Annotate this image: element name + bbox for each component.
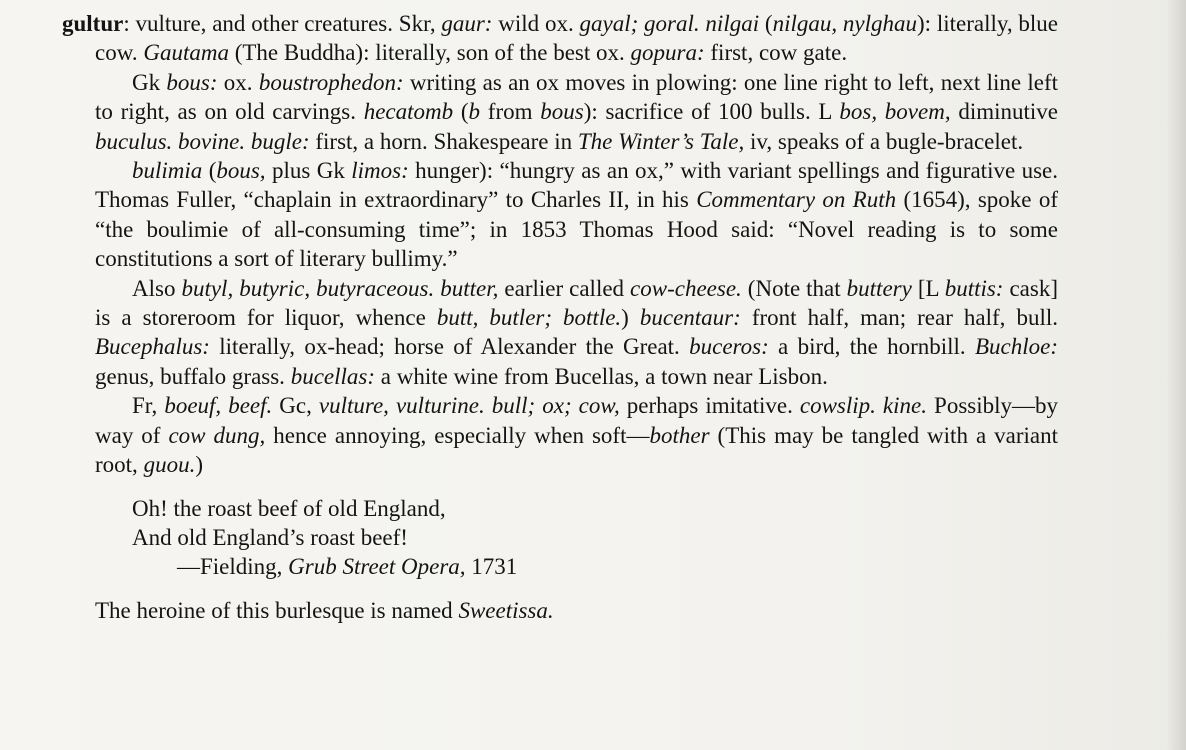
paragraph-bous: Gk bous: ox. boustrophedon: writing as an ox moves in plowing: one line right to left, next line left to right, as on old carvings. hecatomb (b from bous): sacrifice of 100 bulls. L bos, bovem, diminutive buculus. bovine. bugle: first, a horn. Shakespeare in The Winter’s Tale, iv, speaks of a bugle-bracelet. <box>95 69 1058 154</box>
page-edge-shadow <box>1166 0 1186 750</box>
paragraph-boeuf: Fr, boeuf, beef. Gc, vulture, vulturine. bull; ox; cow, perhaps imitative. cowslip. kine. Possibly—by way of cow dung, hence annoying, especially when soft—bother (This may be tangled with a variant root, guou.) <box>95 393 1059 478</box>
paragraph-gultur: gultur: vulture, and other creatures. Skr, gaur: wild ox. gayal; goral. nilgai (nilgau, nylghau): literally, blue cow. Gautama (The Buddha): literally, son of the best ox. gopura: first, cow gate. <box>62 11 1058 66</box>
poem-line: Oh! the roast beef of old England, <box>132 495 446 521</box>
poem-attribution: —Fielding, Grub Street Opera, 1731 <box>177 554 518 580</box>
paragraph-bulimia: bulimia (bous, plus Gk limos: hunger): “hungry as an ox,” with variant spellings and figurative use. Thomas Fuller, “chaplain in extraordinary” to Charles II, in his Commentary on Ruth (1654), spoke of “the boulimie of all-consuming time”; in 1853 Thomas Hood said: “Novel reading is to some constitutions a sort of literary bullimy.” <box>95 158 1058 272</box>
closing-sentence: The heroine of this burlesque is named Sweetissa. <box>95 597 554 623</box>
paragraph-butyl: Also butyl, butyric, butyraceous. butter, earlier called cow-cheese. (Note that buttery [L buttis: cask] is a storeroom for liquor, whence butt, butler; bottle.) bucentaur: front half, man; rear half, bull. Bucephalus: literally, ox-head; horse of Alexander the Great. buceros: a bird, the hornbill. Buchloe: genus, buffalo grass. bucellas: a white wine from Bucellas, a town near Lisbon. <box>95 275 1059 389</box>
poem-quote <box>62 494 1058 582</box>
entry-headword: gultur <box>62 11 124 36</box>
poem-line: And old England’s roast beef! <box>132 524 408 550</box>
page-text <box>62 9 1058 625</box>
